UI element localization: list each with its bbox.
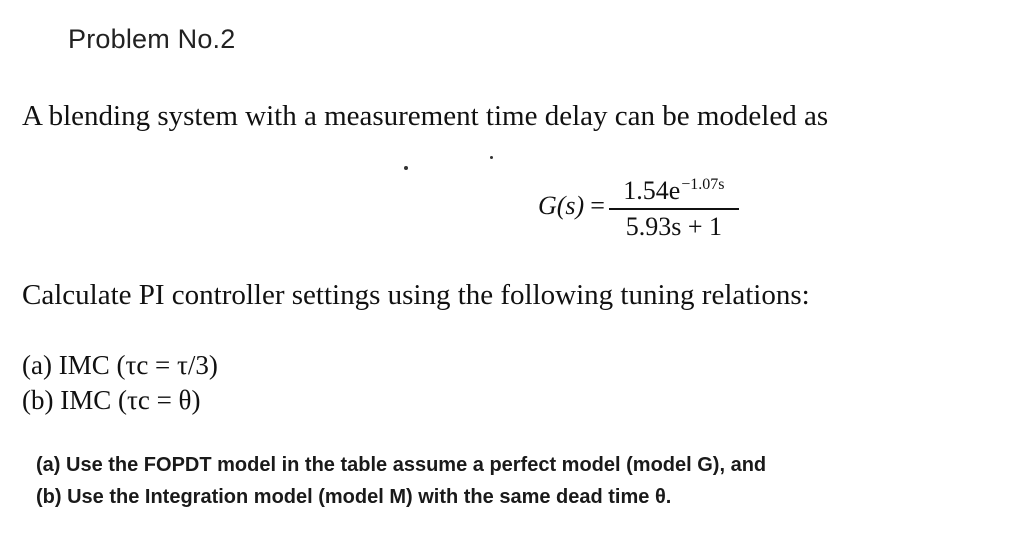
denominator: 5.93s + 1 <box>625 211 723 241</box>
option-b: (b) IMC (τc = θ) <box>22 385 201 415</box>
transfer-function-lhs: G(s) <box>538 191 585 220</box>
numerator-exponent: −1.07s <box>681 176 725 194</box>
scan-speck <box>490 156 493 159</box>
transfer-function <box>538 168 739 244</box>
instruction-text: Calculate PI controller settings using the following tuning relations: <box>22 279 810 311</box>
option-a: (a) IMC (τc = τ/3) <box>22 350 218 380</box>
equals-sign: = <box>590 191 605 220</box>
fraction-bar <box>609 208 739 210</box>
problem-statement: A blending system with a measurement time delay can be modeled as <box>22 100 829 132</box>
note-b: (b) Use the Integration model (model M) with the same dead time θ. <box>36 486 672 508</box>
scan-speck <box>404 166 408 170</box>
note-a: (a) Use the FOPDT model in the table assume a perfect model (model G), and <box>36 454 767 476</box>
problem-title: Problem No.2 <box>68 24 236 54</box>
transfer-function-fraction <box>609 170 739 242</box>
numerator <box>623 170 724 206</box>
numerator-base: 1.54e <box>623 176 681 206</box>
